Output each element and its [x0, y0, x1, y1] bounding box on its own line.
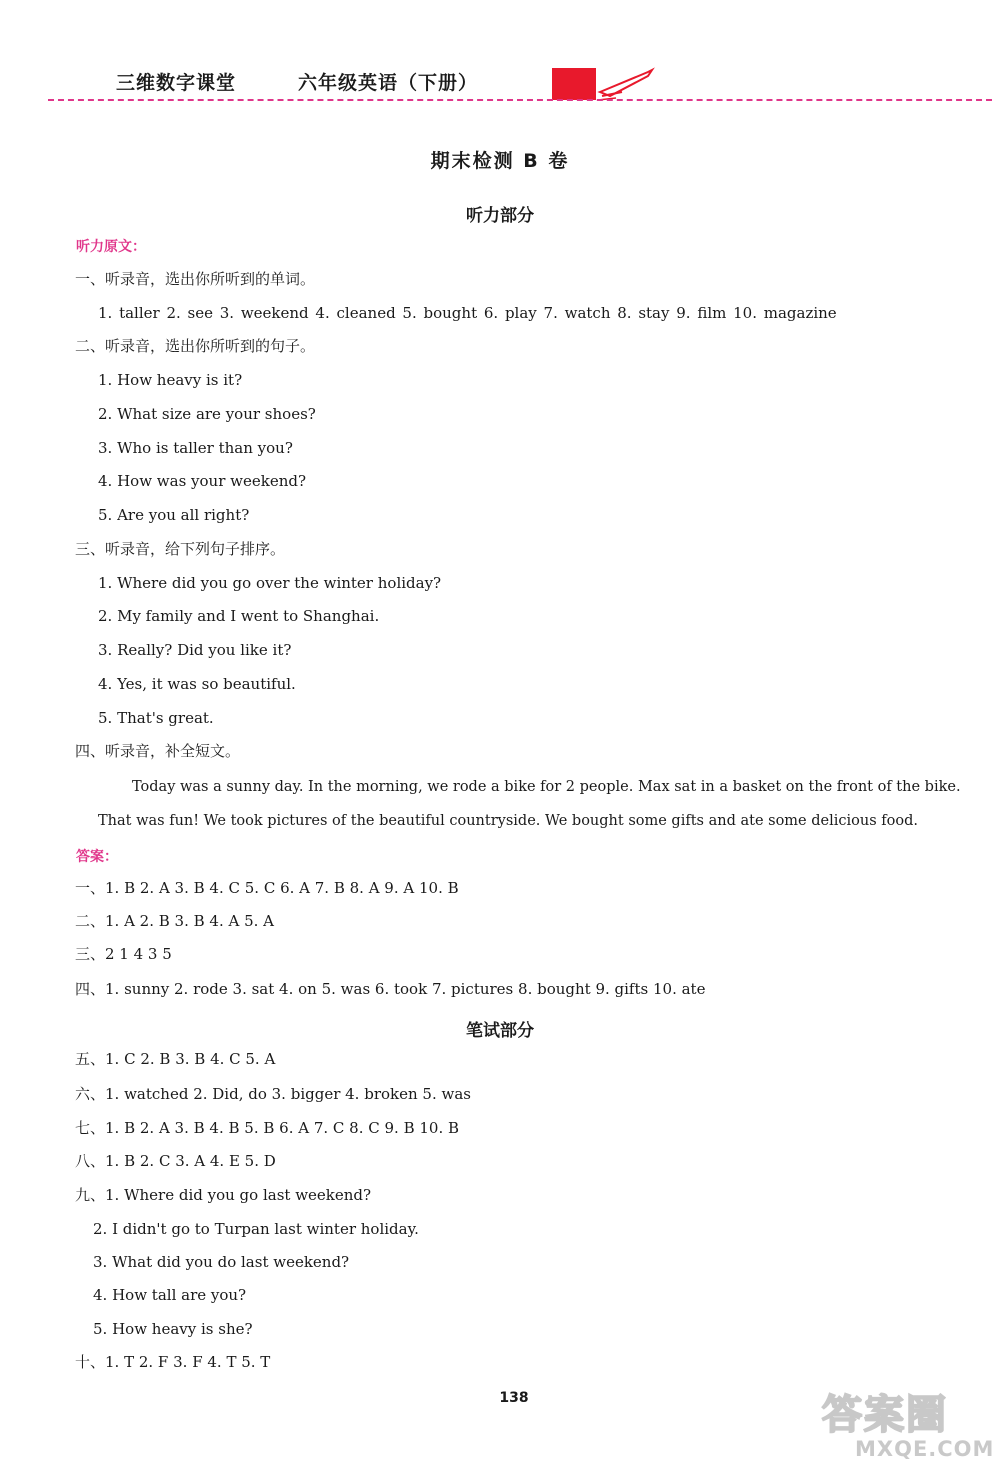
q3-heading: 三、听录音，给下列句子排序。 — [75, 540, 286, 558]
header-divider — [48, 99, 992, 101]
q9-answer-line: 2. I didn't go to Turpan last winter holiday. — [93, 1220, 419, 1238]
q2-item: 3. Who is taller than you? — [98, 439, 293, 457]
q3-item: 5. That's great. — [98, 709, 214, 727]
q4-paragraph-line: That was fun! We took pictures of the beautiful countryside. We bought some gifts and ate some delicious food. — [98, 813, 918, 829]
answer-line: 八、1. B 2. C 3. A 4. E 5. D — [75, 1152, 276, 1170]
watermark-logo: 答案圈 — [822, 1392, 948, 1438]
q2-item: 2. What size are your shoes? — [98, 405, 316, 423]
q10-answer-line: 十、1. T 2. F 3. F 4. T 5. T — [75, 1353, 271, 1371]
q1-words: 1. taller 2. see 3. weekend 4. cleaned 5. bought 6. play 7. watch 8. stay 9. film 10. magazine — [98, 304, 837, 322]
q9-answer-line: 3. What did you do last weekend? — [93, 1253, 350, 1271]
answer-label: 答案： — [76, 849, 118, 865]
answer-line: 四、1. sunny 2. rode 3. sat 4. on 5. was 6. took 7. pictures 8. bought 9. gifts 10. ate — [75, 980, 706, 998]
script-label: 听力原文： — [76, 239, 146, 255]
answer-line: 一、1. B 2. A 3. B 4. C 5. C 6. A 7. B 8. A 9. A 10. B — [75, 879, 459, 897]
watermark-url: MXQE.COM — [855, 1437, 995, 1461]
q2-item: 5. Are you all right? — [98, 506, 250, 524]
q9-answer-line: 4. How tall are you? — [93, 1286, 247, 1304]
page-number: 138 — [499, 1390, 529, 1406]
answer-line: 三、2 1 4 3 5 — [75, 945, 172, 963]
q2-item: 1. How heavy is it? — [98, 371, 243, 389]
q3-item: 4. Yes, it was so beautiful. — [98, 675, 296, 693]
q3-item: 2. My family and I went to Shanghai. — [98, 607, 380, 625]
section-title-listening: 听力部分 — [466, 206, 534, 226]
q4-paragraph-line: Today was a sunny day. In the morning, we rode a bike for 2 people. Max sat in a basket on the front of the bike. — [132, 779, 961, 795]
answer-line: 二、1. A 2. B 3. B 4. A 5. A — [75, 912, 275, 930]
answer-line: 五、1. C 2. B 3. B 4. C 5. A — [75, 1050, 276, 1068]
answer-line: 七、1. B 2. A 3. B 4. B 5. B 6. A 7. C 8. C 9. B 10. B — [75, 1119, 460, 1137]
q3-item: 3. Really? Did you like it? — [98, 641, 292, 659]
section-title-written: 笔试部分 — [466, 1021, 534, 1041]
q9-answer-line: 5. How heavy is she? — [93, 1320, 253, 1338]
page-header — [0, 0, 1000, 110]
q4-heading: 四、听录音，补全短文。 — [75, 742, 241, 760]
answer-line: 六、1. watched 2. Did, do 3. bigger 4. broken 5. was — [75, 1085, 471, 1103]
q2-item: 4. How was your weekend? — [98, 472, 307, 490]
q3-item: 1. Where did you go over the winter holiday? — [98, 574, 442, 592]
header-brand: 三维数字课堂 — [116, 72, 237, 94]
q9-answer-line: 九、1. Where did you go last weekend? — [75, 1186, 372, 1204]
q2-heading: 二、听录音，选出你所听到的句子。 — [75, 337, 316, 355]
q1-heading: 一、听录音，选出你所听到的单词。 — [75, 270, 316, 288]
header-book-title: 六年级英语（下册） — [298, 72, 479, 94]
page-title: 期末检测 B 卷 — [430, 150, 570, 172]
